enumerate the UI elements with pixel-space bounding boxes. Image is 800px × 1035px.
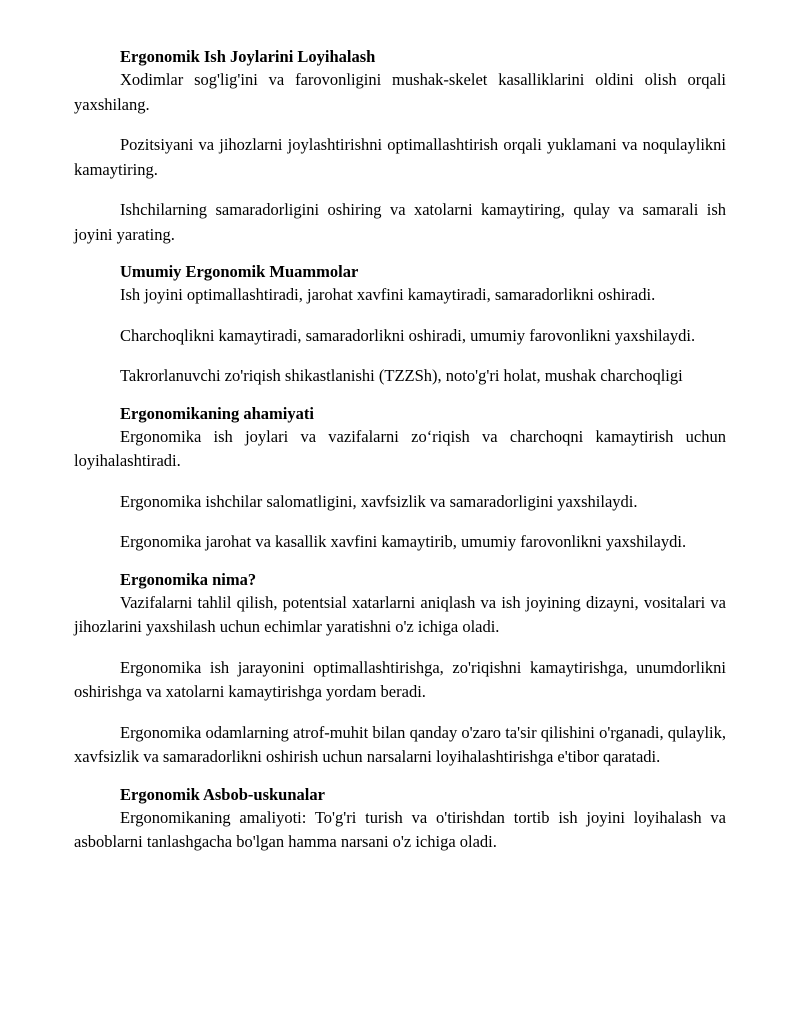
paragraph: Ergonomikaning amaliyoti: To'g'ri turish va o'tirishdan tortib ish joyini loyihalash va asboblarni tanlashgacha bo'lgan hamma narsani o'z ichiga oladi. <box>74 807 726 851</box>
section-what-is-ergonomics <box>74 569 726 770</box>
paragraph: Charchoqlikni kamaytiradi, samaradorlikni oshiradi, umumiy farovonlikni yaxshilaydi. <box>120 325 696 345</box>
section-equipment <box>74 784 726 855</box>
paragraph: Ergonomika ish jarayonini optimallashtirishga, zo'riqishni kamaytirishga, unumdorlikni oshirishga va xatolarni kamaytirishga yordam beradi. <box>74 657 726 701</box>
paragraph: Takrorlanuvchi zo'riqish shikastlanishi (TZZSh), noto'g'ri holat, mushak charchoqligi <box>120 366 683 385</box>
paragraph: Ergonomika ish joylari va vazifalarni zo‘riqish va charchoqni kamaytirish uchun loyihalashtiradi. <box>74 426 726 470</box>
section-heading: Ergonomika nima? <box>120 569 257 589</box>
paragraph: Ergonomika jarohat va kasallik xavfini kamaytirib, umumiy farovonlikni yaxshilaydi. <box>120 532 687 551</box>
paragraph: Vazifalarni tahlil qilish, potentsial xatarlarni aniqlash va ish joyining dizayni, vositalari va jihozlarini yaxshilash uchun echimlar yaratishni o'z ichiga oladi. <box>74 592 726 636</box>
section-heading: Ergonomikaning ahamiyati <box>120 403 314 423</box>
section-heading: Ergonomik Asbob-uskunalar <box>120 784 325 804</box>
section-heading: Ergonomik Ish Joylarini Loyihalash <box>120 47 376 66</box>
section-common-problems <box>74 261 726 389</box>
section-heading: Umumiy Ergonomik Muammolar <box>120 262 359 281</box>
section-importance <box>74 403 726 555</box>
paragraph: Xodimlar sog'lig'ini va farovonligini mushak-skelet kasalliklarini oldini olish orqali yaxshilang. <box>74 70 726 114</box>
paragraph: Ergonomika odamlarning atrof-muhit bilan qanday o'zaro ta'sir qilishini o'rganadi, qulaylik, xavfsizlik va samaradorlikni oshirish uchun narsalarni loyihalashtirishga e'tibor qaratadi. <box>74 722 726 766</box>
paragraph: Ergonomika ishchilar salomatligini, xavfsizlik va samaradorligini yaxshilaydi. <box>120 491 638 511</box>
section-workplace-design <box>74 46 726 247</box>
paragraph: Pozitsiyani va jihozlarni joylashtirishni optimallashtirish orqali yuklamani va noqulaylikni kamaytiring. <box>74 135 726 179</box>
paragraph: Ish joyini optimallashtiradi, jarohat xavfini kamaytiradi, samaradorlikni oshiradi. <box>120 285 656 304</box>
paragraph: Ishchilarning samaradorligini oshiring va xatolarni kamaytiring, qulay va samarali ish joyini yarating. <box>74 200 726 244</box>
